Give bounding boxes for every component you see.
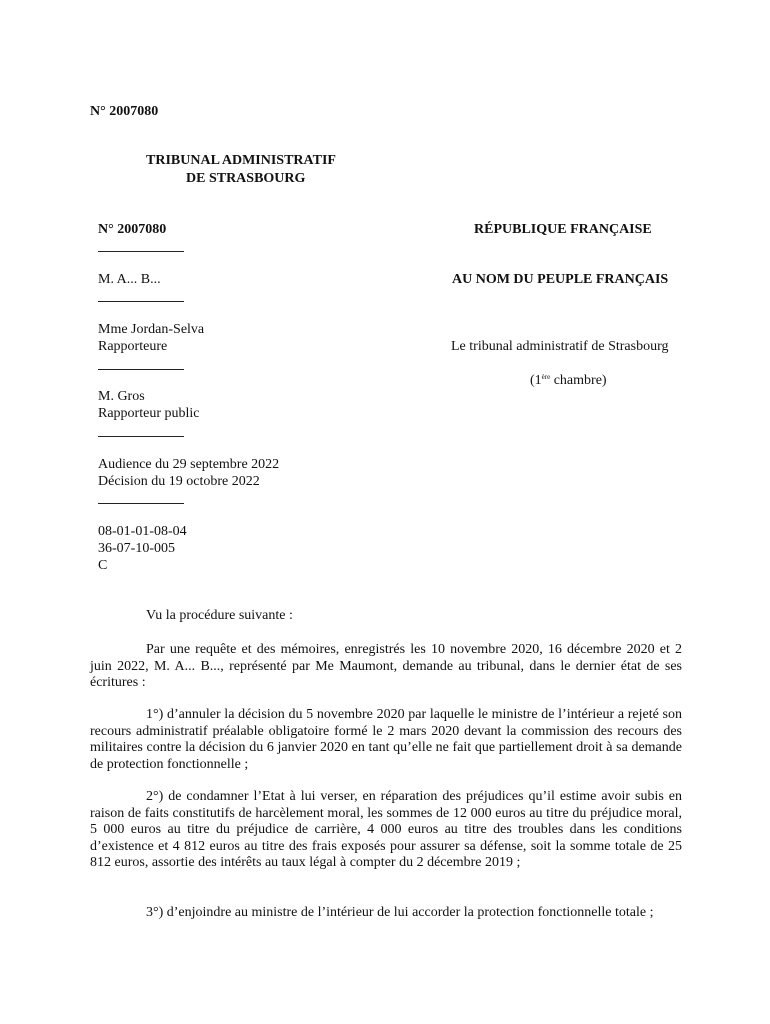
classification-code: 08-01-01-08-04 [98,524,187,539]
body-paragraph: 2°) de condamner l’Etat à lui verser, en réparation des préjudices qu’il estime avoir subis en raison de faits constitutifs de harcèlement moral, les sommes de 12 000 euros au titre du préjudice moral, 5 000 euros au titre du préjudice de carrière, 4 000 euros au titre des troubles dans les conditions d’existence et 4 812 euros au titre des frais exposés pour assurer sa défense, soit la somme totale de 25 812 euros, assortie des intérêts au taux légal à compter du 2 décembre 2019 ; [90,789,682,870]
people-heading: AU NOM DU PEUPLE FRANÇAIS [452,272,669,287]
public-rapporteur-name: M. Gros [98,389,145,404]
rapporteur-name: Mme Jordan-Selva [98,322,205,337]
chamber-line: (1ère chambre) [530,373,607,388]
divider [98,503,184,504]
procedure-intro: Vu la procédure suivante : [146,608,293,623]
divider [98,369,184,370]
publication-code: C [98,558,108,573]
body-paragraph: Par une requête et des mémoires, enregistrés les 10 novembre 2020, 16 décembre 2020 et 2 juin 2022, M. A... B..., représenté par Me Maumont, demande au tribunal, dans le dernier état de ses écritures : [90,642,682,690]
classification-code: 36-07-10-005 [98,541,175,556]
divider [98,251,184,252]
tribunal-line: Le tribunal administratif de Strasbourg [451,339,669,354]
body-paragraph: 1°) d’annuler la décision du 5 novembre 2020 par laquelle le ministre de l’intérieur a rejeté son recours administratif préalable obligatoire formé le 2 mars 2020 devant la commission des recours des militaires contre la décision du 6 janvier 2020 en tant qu’elle ne fait que partiellement droit à sa demande de protection fonctionnelle ; [90,707,682,772]
party-name: M. A... B... [98,272,161,287]
divider [98,301,184,302]
public-rapporteur-role: Rapporteur public [98,406,200,421]
decision-date: Décision du 19 octobre 2022 [98,474,260,489]
body-paragraph: 3°) d’enjoindre au ministre de l’intérieur de lui accorder la protection fonctionnelle totale ; [146,905,654,920]
court-name-line1: TRIBUNAL ADMINISTRATIF [146,153,336,168]
republic-heading: RÉPUBLIQUE FRANÇAISE [474,222,652,237]
court-name-line2: DE STRASBOURG [186,171,306,186]
hearing-date: Audience du 29 septembre 2022 [98,457,280,472]
case-number-top: N° 2007080 [90,104,159,119]
case-number: N° 2007080 [98,222,167,237]
divider [98,436,184,437]
rapporteur-role: Rapporteure [98,339,168,354]
